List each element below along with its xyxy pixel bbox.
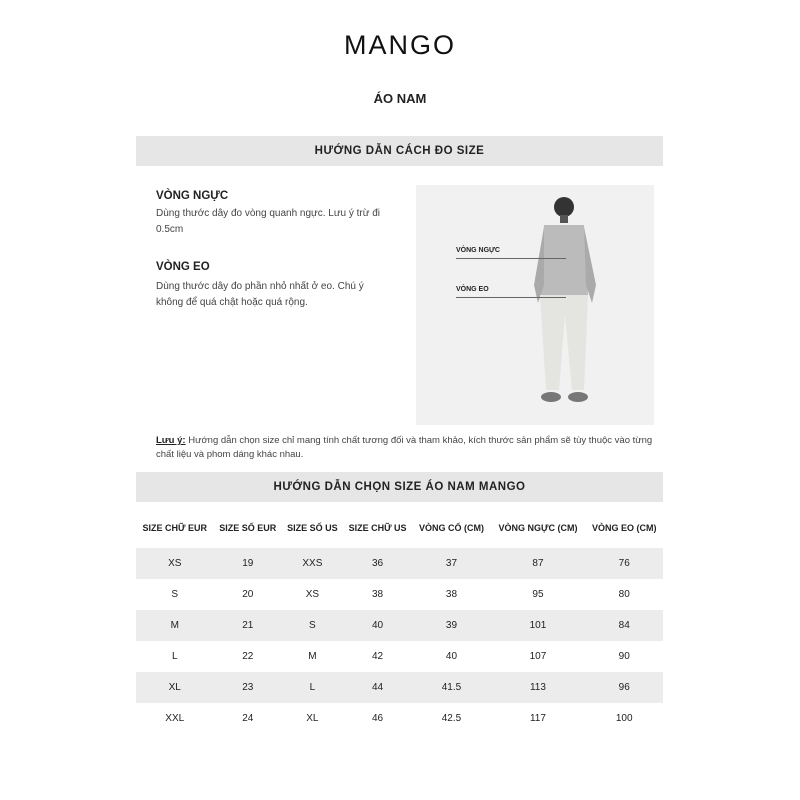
table-cell: 21: [214, 610, 283, 641]
table-cell: 80: [618, 589, 630, 600]
table-cell: 41.5: [412, 672, 490, 703]
table-cell: 95: [532, 589, 544, 600]
table-cell: 113: [491, 672, 586, 703]
size-table: [136, 516, 663, 734]
note-text: Hướng dẫn chọn size chỉ mang tính chất tương đối và tham khảo, kích thước sản phẩm sẽ tùy thuộc vào từng chất liệu và phom dáng khác nhau.: [156, 435, 653, 460]
table-cell: L: [171, 651, 178, 662]
table-cell: 19: [214, 548, 283, 579]
table-row: [136, 579, 663, 610]
table-row: [136, 641, 663, 672]
table-cell: M: [308, 651, 317, 662]
table-cell: XXL: [165, 713, 185, 724]
table-cell: 40: [343, 610, 413, 641]
table-cell: 76: [585, 548, 663, 579]
table-cell: 23: [214, 672, 283, 703]
note-label: Lưu ý:: [156, 435, 186, 446]
table-cell: 22: [242, 651, 254, 662]
table-cell: 107: [529, 651, 547, 662]
table-cell: 96: [585, 672, 663, 703]
table-cell: 40: [445, 651, 458, 662]
model-photo: [416, 185, 654, 425]
table-cell: 90: [618, 651, 630, 662]
table-cell: 87: [491, 548, 586, 579]
column-header: SIZE SỐ US: [287, 523, 338, 533]
waist-description: Dùng thước dây đo phần nhỏ nhất ở eo. Chú ý không để quá chật hoặc quá rộng.: [156, 281, 364, 308]
table-cell: 38: [445, 589, 458, 600]
table-cell: L: [282, 672, 343, 703]
waist-line: [456, 297, 566, 298]
column-header: VÒNG CỔ (CM): [418, 523, 484, 533]
note: [156, 434, 656, 462]
table-cell: 46: [372, 713, 384, 724]
model-figure: [416, 185, 654, 425]
column-header: SIZE SỐ EUR: [219, 523, 277, 533]
table-cell: 37: [412, 548, 490, 579]
waist-label: VÒNG EO: [456, 286, 489, 293]
table-cell: 24: [242, 713, 254, 724]
column-header: SIZE CHỮ EUR: [142, 523, 207, 533]
table-cell: XL: [136, 672, 214, 703]
table-row: [136, 672, 663, 703]
table-row: [136, 610, 663, 641]
table-row: [136, 703, 663, 734]
chest-label: VÒNG NGỰC: [456, 247, 500, 254]
chest-line: [456, 258, 566, 259]
table-cell: 101: [491, 610, 586, 641]
table-cell: XL: [306, 713, 319, 724]
table-cell: XS: [305, 589, 320, 600]
table-cell: 36: [343, 548, 413, 579]
waist-heading: VÒNG EO: [156, 261, 210, 273]
table-cell: M: [136, 610, 214, 641]
table-cell: XS: [136, 548, 214, 579]
table-cell: 38: [372, 589, 384, 600]
table-cell: 84: [585, 610, 663, 641]
measure-section-header: HƯỚNG DẪN CÁCH ĐO SIZE: [136, 136, 663, 166]
chest-description: Dùng thước dây đo vòng quanh ngực. Lưu ý trừ đi 0.5cm: [156, 208, 381, 235]
table-cell: 117: [529, 713, 546, 724]
table-cell: 42.5: [441, 713, 462, 724]
table-cell: S: [171, 589, 179, 600]
table-cell: 44: [343, 672, 413, 703]
brand-logo: MANGO: [343, 30, 456, 60]
chest-heading: VÒNG NGỰC: [156, 190, 229, 202]
page-title: ÁO NAM: [373, 91, 427, 106]
table-cell: S: [282, 610, 343, 641]
table-cell: XXS: [282, 548, 343, 579]
table-cell: 42: [372, 651, 384, 662]
table-header-row: [136, 516, 663, 540]
table-cell: 39: [412, 610, 490, 641]
size-table-header: HƯỚNG DẪN CHỌN SIZE ÁO NAM MANGO: [136, 472, 663, 502]
column-header: SIZE CHỮ US: [348, 523, 407, 533]
table-cell: 100: [615, 713, 633, 724]
column-header: VÒNG NGỰC (CM): [498, 523, 578, 533]
table-row: [136, 548, 663, 579]
column-header: VÒNG EO (CM): [591, 523, 657, 533]
table-cell: 20: [242, 589, 254, 600]
